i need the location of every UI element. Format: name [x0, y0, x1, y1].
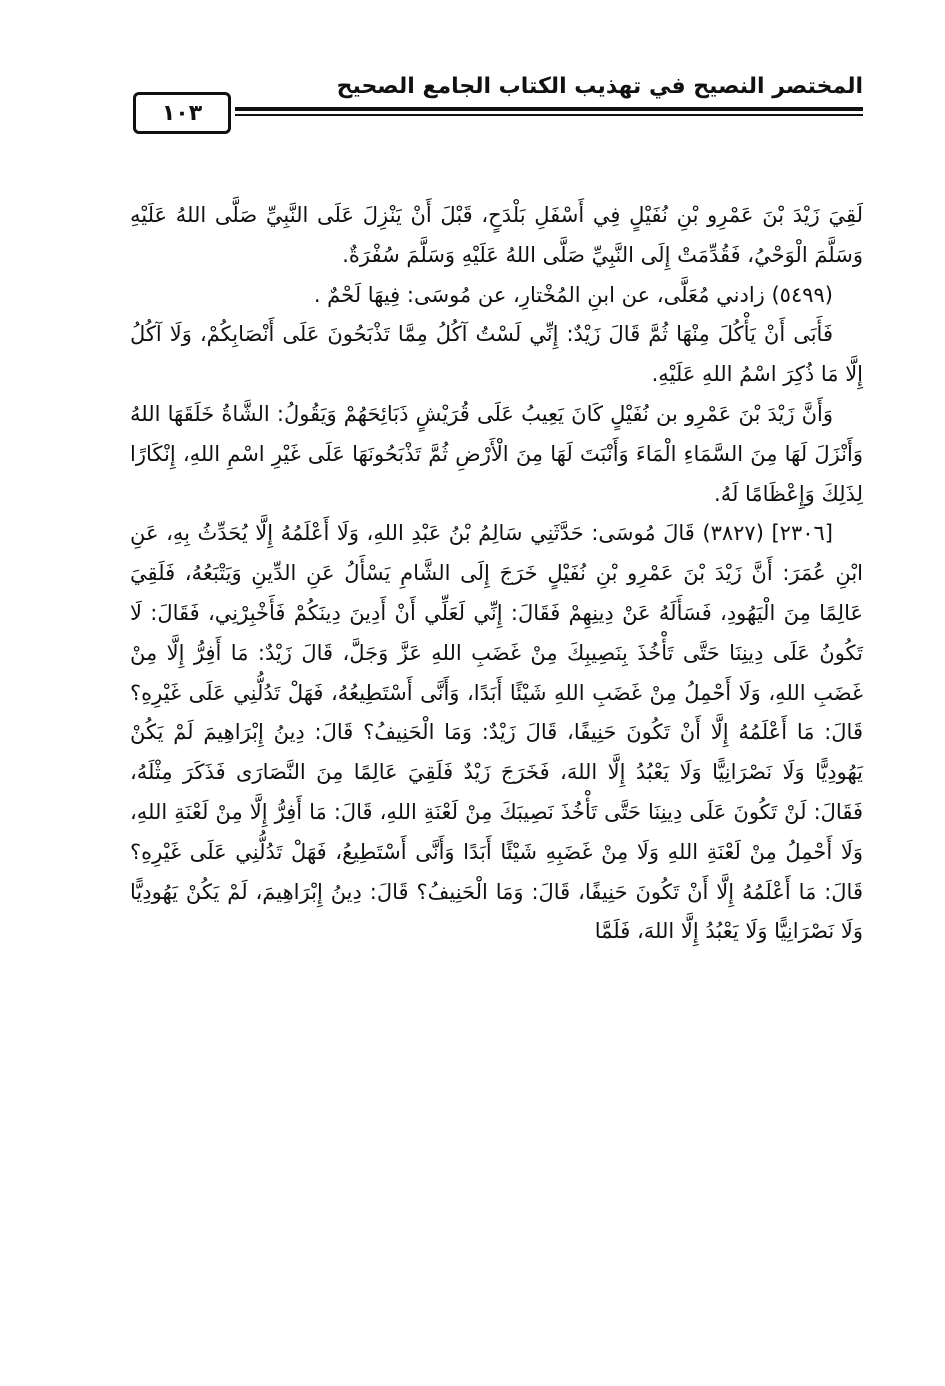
paragraph-continuation: لَقِيَ زَيْدَ بْنَ عَمْرِو بْنِ نُفَيْلٍ فِي أَسْفَلِ بَلْدَحٍ، قَبْلَ أَنْ يَنْزِلَ عَلَى النَّبِيِّ صَلَّى اللهُ عَلَيْهِ وَسَلَّمَ الْوَحْيُ، فَقُدِّمَتْ إِلَى النَّبِيِّ صَلَّى اللهُ عَلَيْهِ وَسَلَّمَ سُفْرَةٌ. [130, 203, 863, 267]
page-number: ١٠٣ [161, 100, 203, 126]
page-body [130, 196, 863, 952]
book-title: المختصر النصيح في تهذيب الكتاب الجامع الصحيح [336, 74, 863, 99]
paragraph-refusal: فَأَبَى أَنْ يَأْكُلَ مِنْهَا ثُمَّ قَالَ زَيْدٌ: إِنِّي لَسْتُ آكُلُ مِمَّا تَذْبَحُونَ عَلَى أَنْصَابِكُمْ، وَلَا آكُلُ إِلَّا مَا ذُكِرَ اسْمُ اللهِ عَلَيْهِ. [130, 322, 863, 387]
page-number-box [133, 92, 231, 134]
header-rule-thick [235, 107, 863, 111]
header-rule-thin [235, 114, 863, 116]
paragraph-hadith-2306: [٢٣٠٦] (٣٨٢٧) قَالَ مُوسَى: حَدَّثَنِي سَالِمُ بْنُ عَبْدِ اللهِ، وَلَا أَعْلَمُهُ إِلَّا يُحَدِّثُ بِهِ، عَنِ ابْنِ عُمَرَ: أَنَّ زَيْدَ بْنَ عَمْرِو بْنِ نُفَيْلٍ خَرَجَ إِلَى الشَّامِ يَسْأَلُ عَنِ الدِّينِ وَيَتْبَعُهُ، فَلَقِيَ عَالِمًا مِنَ الْيَهُودِ، فَسَأَلَهُ عَنْ دِينِهِمْ فَقَالَ: إِنِّي لَعَلِّي أَنْ أَدِينَ دِينَكُمْ فَأَخْبِرْنِي، فَقَالَ: لَا تَكُونُ عَلَى دِينِنَا حَتَّى تَأْخُذَ بِنَصِيبِكَ مِنْ غَضَبِ اللهِ عَزَّ وَجَلَّ، قَالَ زَيْدٌ: مَا أَفِرُّ إِلَّا مِنْ غَضَبِ اللهِ، وَلَا أَحْمِلُ مِنْ غَضَبِ اللهِ شَيْئًا أَبَدًا، وَأَنَّى أَسْتَطِيعُهُ، فَهَلْ تَدُلُّنِي عَلَى غَيْرِهِ؟ قَالَ: مَا أَعْلَمُهُ إِلَّا أَنْ تَكُونَ حَنِيفًا، قَالَ زَيْدٌ: وَمَا الْحَنِيفُ؟ قَالَ: دِينُ إِبْرَاهِيمَ لَمْ يَكُنْ يَهُودِيًّا وَلَا نَصْرَانِيًّا وَلَا يَعْبُدُ إِلَّا اللهَ، فَخَرَجَ زَيْدٌ فَلَقِيَ عَالِمًا مِنَ النَّصَارَى فَذَكَرَ مِثْلَهُ، فَقَالَ: لَنْ تَكُونَ عَلَى دِينِنَا حَتَّى تَأْخُذَ نَصِيبَكَ مِنْ لَعْنَةِ اللهِ، قَالَ: مَا أَفِرُّ إِلَّا مِنْ لَعْنَةِ اللهِ، وَلَا أَحْمِلُ مِنْ لَعْنَةِ اللهِ وَلَا مِنْ غَضَبِهِ شَيْئًا أَبَدًا وَأَنَّى أَسْتَطِيعُ، فَهَلْ تَدُلُّنِي عَلَى غَيْرِهِ؟ قَالَ: مَا أَعْلَمُهُ إِلَّا أَنْ تَكُونَ حَنِيفًا، قَالَ: وَمَا الْحَنِيفُ؟ قَالَ: دِينُ إِبْرَاهِيمَ، لَمْ يَكُنْ يَهُودِيًّا وَلَا نَصْرَانِيًّا وَلَا يَعْبُدُ إِلَّا اللهَ، فَلَمَّا [130, 521, 863, 944]
page-header [130, 72, 863, 132]
paragraph-hadith-5499: (٥٤٩٩) زادني مُعَلَّى، عن ابنِ المُخْتارِ، عن مُوسَى: فِيهَا لَحْمٌ . [313, 282, 833, 307]
paragraph-zayd-criticism: وَأَنَّ زَيْدَ بْنَ عَمْرِو بن نُفَيْلٍ كَانَ يَعِيبُ عَلَى قُرَيْشٍ ذَبَائِحَهُمْ وَيَقُولُ: الشَّاةُ خَلَقَهَا اللهُ وَأَنْزَلَ لَهَا مِنَ السَّمَاءِ الْمَاءَ وَأَنْبَتَ لَهَا مِنَ الْأَرْضِ ثُمَّ تَذْبَحُونَهَا عَلَى غَيْرِ اسْمِ اللهِ، إِنْكَارًا لِذَلِكَ وَإِعْظَامًا لَهُ. [130, 401, 863, 506]
